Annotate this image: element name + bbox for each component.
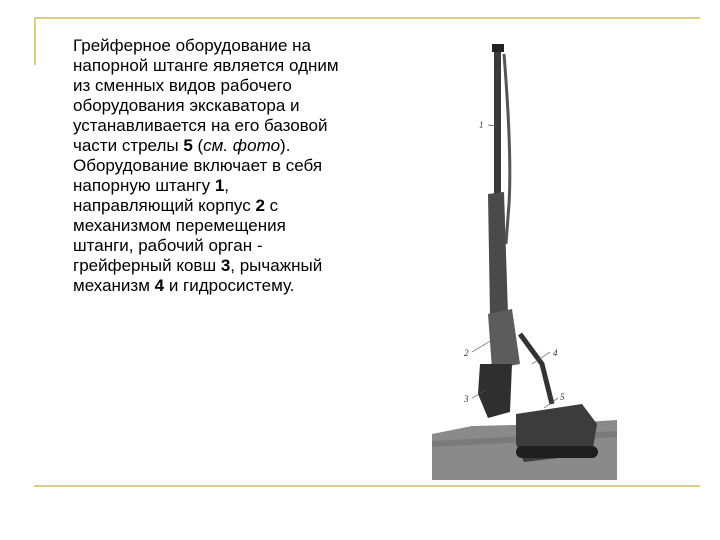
callout-line-2 [472, 340, 492, 352]
rod-top [492, 44, 504, 52]
text-part: с механизмом перемещения штанги, рабочий орган - грейферный ковш [73, 196, 286, 275]
excavator-grab-illustration [432, 34, 617, 480]
text-part: ( [192, 136, 204, 155]
ref-number-3: 3 [220, 256, 231, 275]
hydraulic-hose [504, 54, 510, 244]
lever-mechanism [520, 334, 552, 404]
ref-number-1: 1 [214, 176, 225, 195]
photo-reference: см. фото [203, 136, 281, 155]
top-divider [34, 17, 700, 19]
guide-body [488, 192, 508, 316]
callout-5: 5 [560, 392, 565, 402]
text-part: Грейферное оборудование на напорной штанге является одним из сменных видов рабочего оборудования экскаватора и устанавливается на его базовой части стрелы [73, 36, 339, 155]
left-accent-line [34, 17, 36, 65]
ref-number-2: 2 [255, 196, 265, 215]
guide-housing [488, 309, 520, 369]
ref-number-4: 4 [154, 276, 165, 295]
callout-4: 4 [553, 348, 558, 358]
crawler-track [516, 446, 598, 458]
excavator-photo [432, 34, 617, 480]
callout-2: 2 [464, 348, 469, 358]
text-part: и гидросистему. [164, 276, 295, 295]
callout-3: 3 [464, 394, 469, 404]
text-part: ). Оборудование включает в себя напорную штангу [73, 136, 323, 195]
callout-1: 1 [479, 120, 484, 130]
bottom-divider [34, 485, 700, 487]
text-part: , рычажный механизм [73, 256, 323, 295]
grab-bucket [478, 364, 512, 418]
description-text [73, 36, 348, 296]
ref-number-5: 5 [183, 136, 193, 155]
text-part: , направляющий корпус [73, 176, 256, 215]
